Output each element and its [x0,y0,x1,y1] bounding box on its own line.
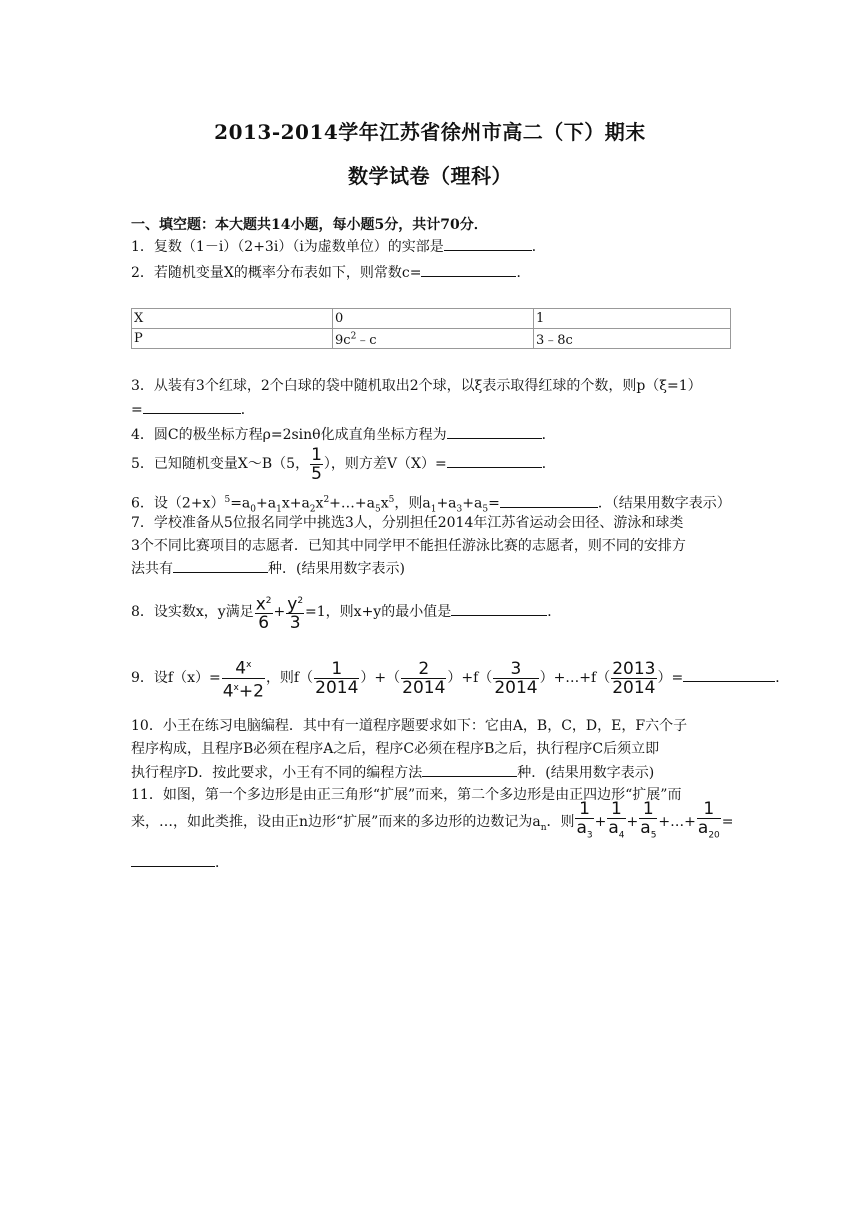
question-10-line2: 程序构成，且程序B必须在程序A之后，程序C必须在程序B之后，执行程序C后须立即 [131,741,660,757]
fraction-1-a5 [639,800,657,844]
frac-var: y [287,594,298,615]
table-row [132,309,731,329]
q9-part: ）+（ [360,670,401,686]
q6-part: x+a [281,495,310,512]
fraction-3-2014 [493,660,538,697]
frac-base: 4 [222,681,234,702]
frac-den [575,819,593,844]
q6-part: 6．设（2+x） [131,495,225,512]
q6-sub: 1 [430,504,437,515]
fraction-x2-over-6 [255,592,273,633]
fraction-2013-2014 [611,660,656,697]
frac-num: 2 [401,660,446,679]
question-8-start: 8．设实数x，y满足 [131,604,254,620]
q6-part: = [488,495,500,512]
frac-num [286,592,304,615]
question-9-end: ． [775,670,790,686]
q6-part: +a [436,495,457,512]
fraction-one-fifth [310,446,323,483]
question-8-end: ． [547,604,562,620]
frac-sup: x [233,682,239,693]
question-9-start: 9．设f（x）= [131,670,221,686]
question-9 [131,654,789,702]
q6-sub: 5 [482,504,489,515]
table-cell: P [132,329,333,349]
question-8 [131,590,561,634]
q6-part: x [380,495,389,512]
fraction-y2-over-3 [286,592,304,633]
answer-blank-11[interactable] [131,852,215,867]
question-4-text: 4．圆C的极坐标方程ρ=2sinθ化成直角坐标方程为 [131,427,447,443]
plus-sign: + [273,604,286,620]
question-5-start: 5．已知随机变量X～B（5， [131,456,310,472]
fraction-1-a3 [575,800,593,844]
table-cell [333,329,534,349]
frac-num: 1 [575,800,593,819]
question-5 [131,444,556,484]
question-3-line2 [131,399,255,420]
frac-sup: 2 [297,595,304,606]
question-10-line1: 10．小王在练习电脑编程．其中有一道程序题要求如下：它由A，B，C，D，E，F六个子 [131,718,688,734]
question-3-end: ． [240,402,255,418]
question-5-end: ． [541,456,556,472]
table-cell: X [132,309,333,329]
frac-den: 3 [289,613,301,634]
section-heading: 一、填空题：本大题共14小题，每小题5分，共计70分． [131,217,488,233]
probability-table [131,308,731,349]
frac-num: 2013 [612,658,656,679]
frac-num: 1 [639,800,657,819]
frac-den: 2014 [612,677,656,698]
frac-var: a [697,818,709,838]
answer-blank-4[interactable] [447,424,542,439]
q6-sub: 0 [250,504,256,515]
frac-sub: 3 [586,830,593,841]
answer-blank-1[interactable] [444,236,532,251]
frac-den: 2014 [494,677,538,698]
answer-blank-5[interactable] [447,453,542,468]
frac-num: 1 [311,444,322,465]
q11-sub: n [540,823,547,833]
q6-sup: 5 [224,495,231,505]
frac-den: 2014 [402,677,446,698]
q6-part: ，则a [394,495,431,512]
q6-sub: 1 [276,504,282,515]
question-10-line3 [131,762,654,783]
frac-sup: x [246,659,252,670]
question-7-line2: 3个不同比赛项目的志愿者．已知其中同学甲不能担任游泳比赛的志愿者，则不同的安排方 [131,538,686,554]
q6-sub: 2 [309,504,316,515]
question-7-end: 种．(结果用数字表示) [268,561,405,577]
answer-blank-10[interactable] [422,762,517,777]
q6-sup: 2 [323,495,330,505]
answer-blank-8[interactable] [451,601,547,616]
frac-num: 1 [697,800,721,819]
q6-sub: 3 [456,504,463,515]
fraction-1-a20 [697,800,721,844]
question-7-line3 [131,558,405,579]
frac-den: 5 [311,463,322,484]
table-cell: 0 [333,309,534,329]
question-10-start: 执行程序D．按此要求，小王有不同的编程方法 [131,765,423,781]
frac-num [222,656,265,679]
question-3-eq: = [131,402,143,418]
plus-sign: + [594,814,607,831]
question-5-mid: ），则方差V（X）= [323,456,447,472]
table-cell: 1 [534,309,731,329]
question-1 [131,236,546,257]
table-row [132,329,731,349]
question-2-text: 2．若随机变量X的概率分布表如下，则常数c= [131,265,422,281]
cell-9c: 9c [335,333,351,348]
fraction-fx [222,656,265,700]
q6-part: +a [462,495,483,512]
answer-blank-7[interactable] [173,558,268,573]
frac-den [607,819,625,844]
frac-var: a [576,818,587,838]
question-2-end: ． [516,265,531,281]
question-7-start: 法共有 [131,561,173,577]
question-11-line2 [131,800,734,850]
question-11-mid: ．则 [546,814,575,831]
frac-var: a [608,818,619,838]
question-7-line1: 7．学校准备从5位报名同学中挑选3人，分别担任2014年江苏省运动会田径、游泳和球类 [131,515,684,531]
frac-den: 2014 [315,677,359,698]
q6-part: x [315,495,324,512]
q9-part: ，则f（ [265,670,314,686]
q6-part: +a [256,495,277,512]
question-2 [131,262,530,283]
frac-num [255,592,273,615]
frac-tail: +2 [238,681,264,702]
frac-num: 1 [314,660,359,679]
question-11-end: ． [215,855,229,871]
question-11-start: 来，…，如此类推，设由正n边形“扩展”而来的多边形的边数记为a [131,814,541,831]
frac-den: 6 [258,613,270,634]
q9-part: ）= [657,670,684,686]
frac-num: 1 [607,800,625,819]
q6-part: +…+a [329,495,375,512]
q9-part: ）+f（ [447,670,493,686]
frac-base: 4 [235,658,247,679]
question-8-mid: =1，则x+y的最小值是 [305,604,452,620]
frac-sub: 4 [618,830,625,841]
fraction-2-2014 [401,660,446,697]
frac-den [222,679,265,701]
q6-sup: 5 [388,495,395,505]
question-11-line3 [131,852,229,873]
question-3-line1: 3．从装有3个红球，2个白球的袋中随机取出2个球，以ξ表示取得红球的个数，则p（ξ=1） [131,378,702,394]
question-11-line1: 11．如图，第一个多边形是由正三角形“扩展”而来，第二个多边形是由正四边形“扩展”而 [131,787,682,803]
q6-sub: 5 [374,504,381,515]
answer-blank-2[interactable] [421,262,516,277]
exam-title-line1: 2013-2014学年江苏省徐州市高二（下）期末 [214,120,646,144]
question-10-end: 种．(结果用数字表示) [517,765,655,781]
answer-blank-9[interactable] [683,667,775,682]
table-cell: 3﹣8c [534,329,731,349]
frac-sub: 5 [650,830,657,841]
ellipsis-sign: +…+ [658,814,696,831]
equals-sign: = [721,814,734,831]
frac-sup: 2 [265,595,272,606]
frac-var: a [640,818,651,838]
fraction-1-a4 [607,800,625,844]
answer-blank-3[interactable] [143,399,241,414]
frac-var: x [255,594,266,615]
frac-sub: 20 [708,830,720,841]
question-4 [131,424,556,445]
question-1-text: 1．复数（1－i）（2+3i）（i为虚数单位）的实部是 [131,239,444,255]
exam-title-line2: 数学试卷（理科） [348,164,512,188]
frac-den [639,819,657,844]
cell-minus-c: ﹣c [356,333,377,348]
plus-sign: + [626,814,639,831]
question-6-end: ．（结果用数字表示） [597,495,731,512]
cell-sup: 2 [350,331,357,342]
frac-num: 3 [493,660,538,679]
question-1-end: ． [531,239,546,255]
q6-part: =a [230,495,251,512]
fraction-1-2014 [314,660,359,697]
frac-den [697,819,721,844]
answer-blank-6[interactable] [500,493,598,508]
question-4-end: ． [541,427,556,443]
q9-part: ）+…+f（ [539,670,611,686]
